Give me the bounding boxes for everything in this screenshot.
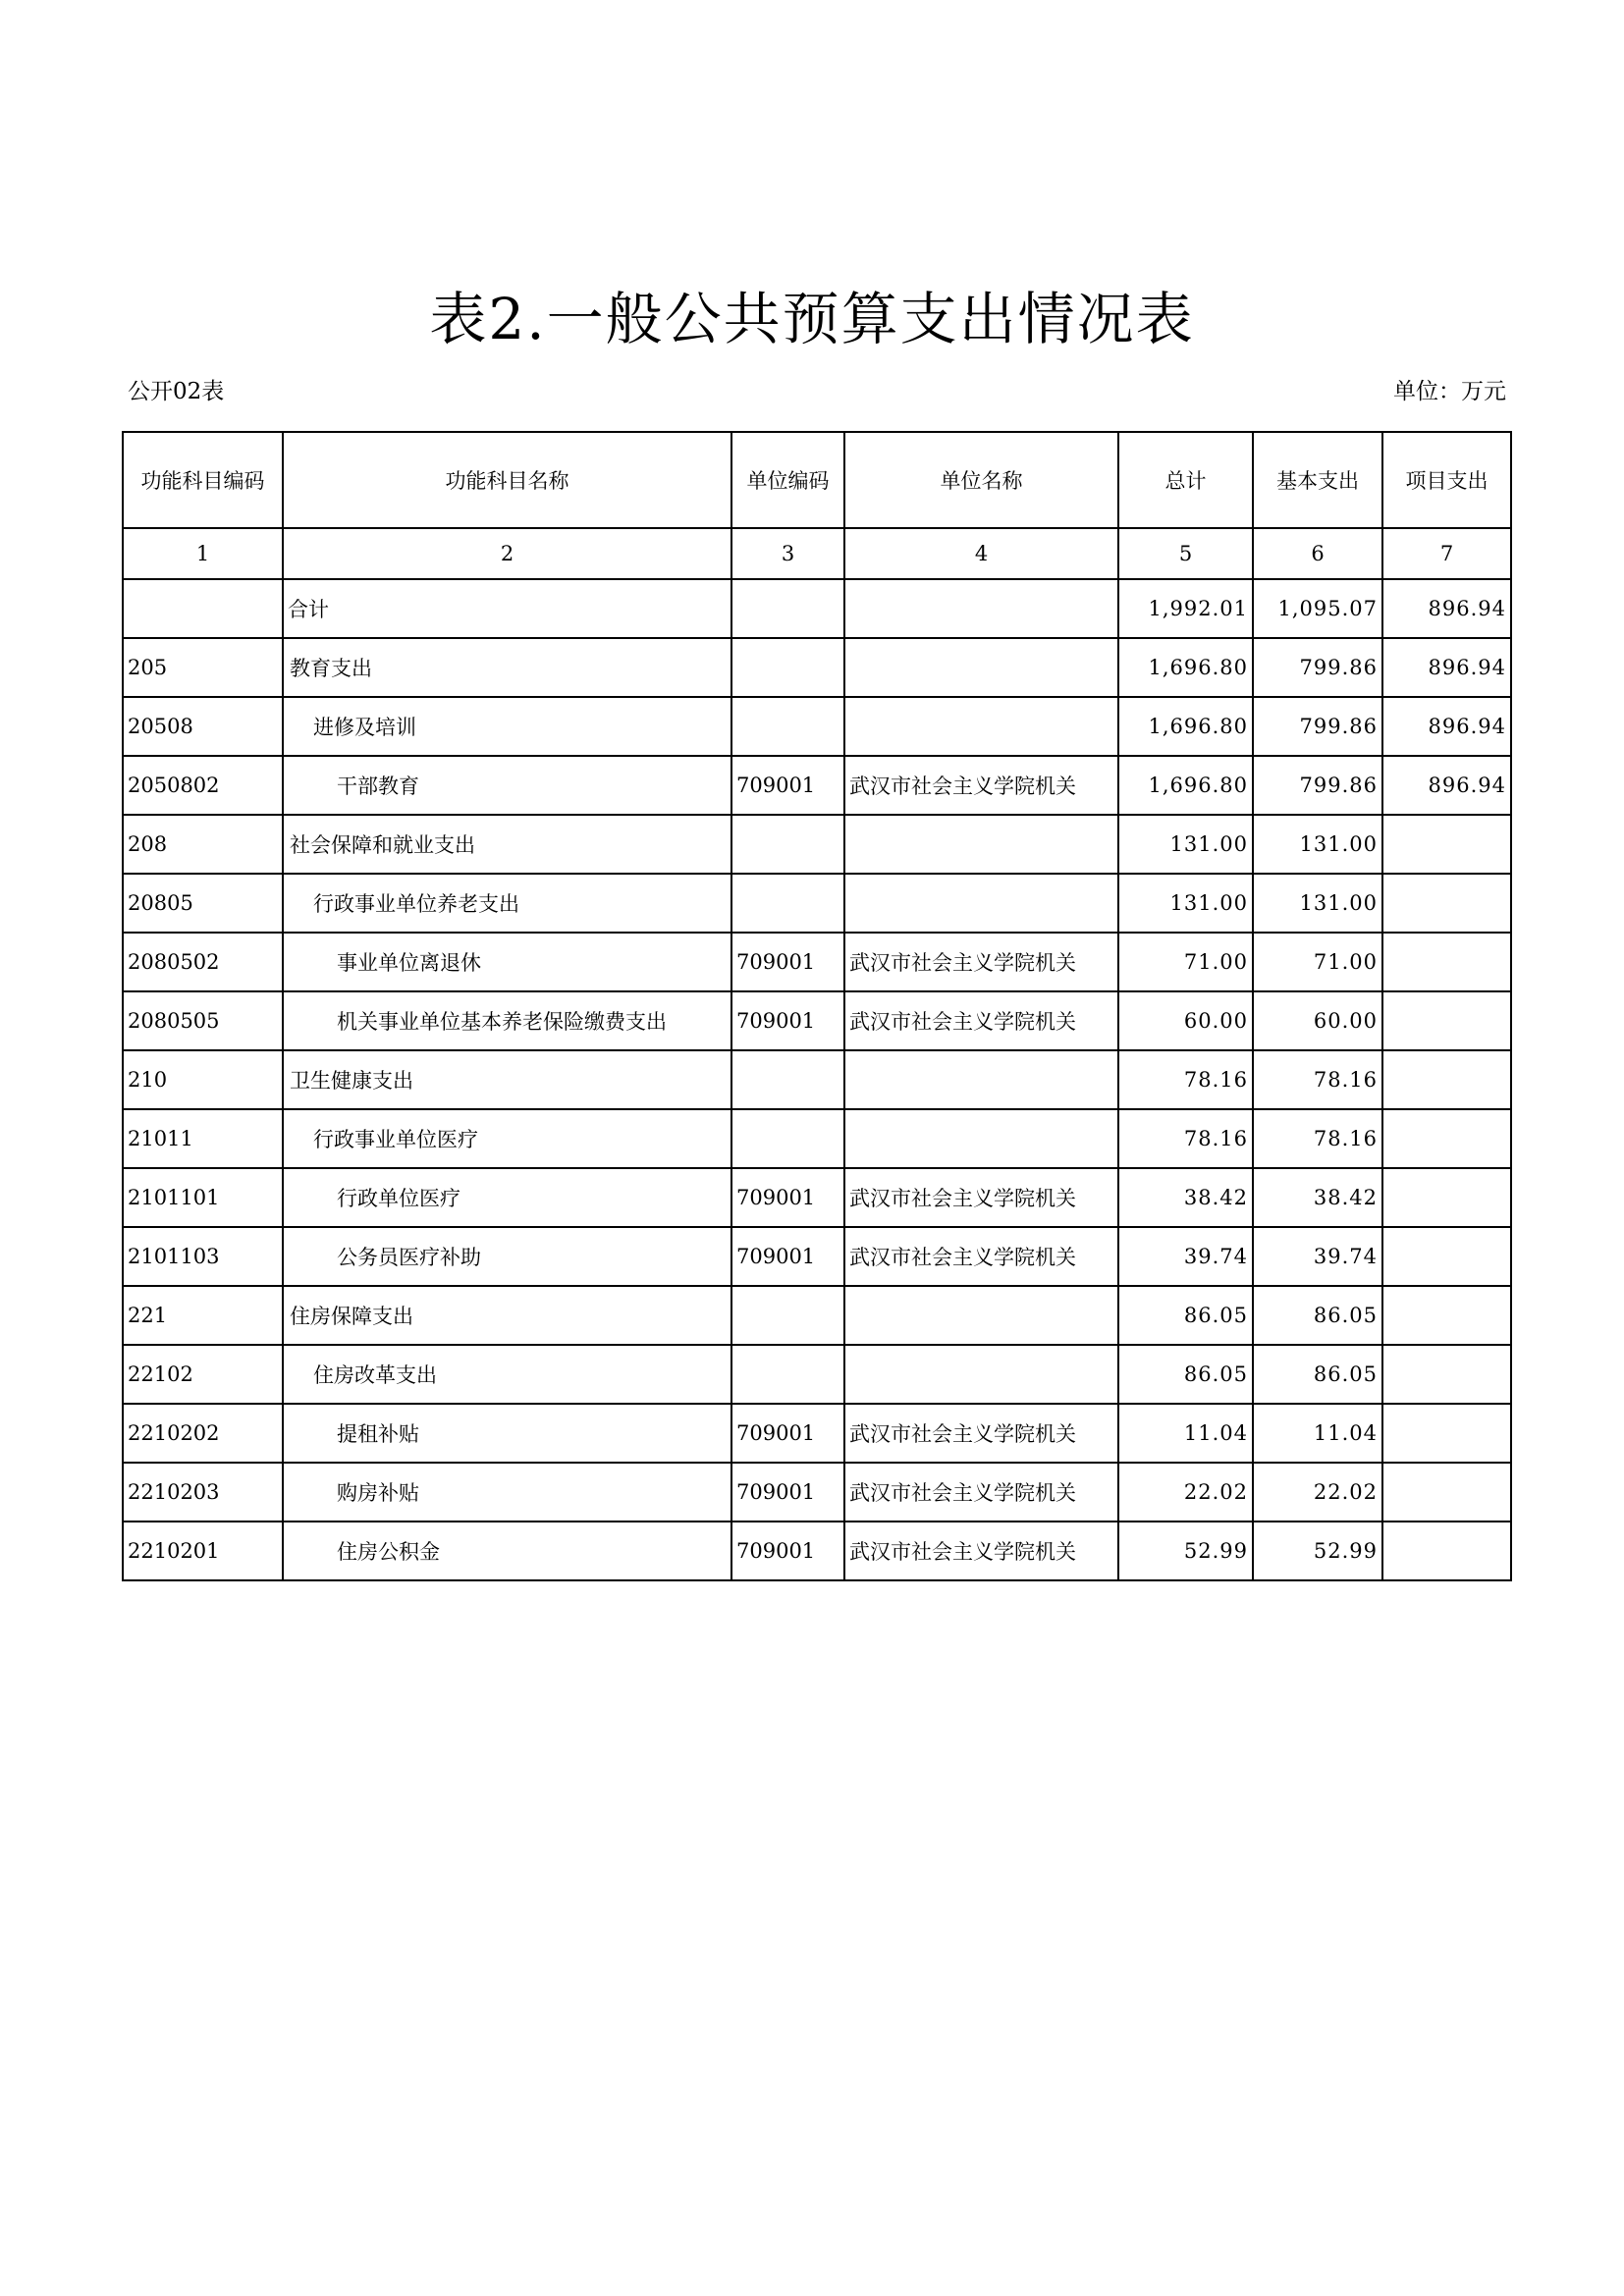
header-func-code: 功能科目编码 — [123, 432, 283, 528]
project-cell — [1382, 1109, 1511, 1168]
header-basic: 基本支出 — [1253, 432, 1382, 528]
project-cell — [1382, 1050, 1511, 1109]
sheet-number: 公开02表 — [128, 379, 225, 404]
table-row — [123, 579, 1511, 638]
function-name-cell: 行政事业单位医疗 — [283, 1109, 731, 1168]
unit-code-cell — [731, 638, 844, 697]
unit-code-cell: 709001 — [731, 1404, 844, 1463]
column-index: 6 — [1253, 528, 1382, 579]
function-name-cell: 行政单位医疗 — [283, 1168, 731, 1227]
unit-code-cell: 709001 — [731, 933, 844, 991]
table-row — [123, 697, 1511, 756]
project-cell: 896.94 — [1382, 579, 1511, 638]
function-code-cell: 205 — [123, 638, 283, 697]
function-code-cell — [123, 579, 283, 638]
function-code-cell: 20805 — [123, 874, 283, 933]
unit-name-cell: 武汉市社会主义学院机关 — [844, 1404, 1118, 1463]
total-cell: 1,696.80 — [1118, 756, 1253, 815]
unit-name-cell — [844, 1109, 1118, 1168]
unit-name-cell: 武汉市社会主义学院机关 — [844, 1227, 1118, 1286]
project-cell: 896.94 — [1382, 697, 1511, 756]
total-cell: 60.00 — [1118, 991, 1253, 1050]
table-row — [123, 1109, 1511, 1168]
project-cell — [1382, 1522, 1511, 1580]
function-code-cell: 2210203 — [123, 1463, 283, 1522]
project-cell: 896.94 — [1382, 638, 1511, 697]
column-index: 1 — [123, 528, 283, 579]
total-cell: 131.00 — [1118, 874, 1253, 933]
unit-code-cell — [731, 1286, 844, 1345]
basic-cell: 799.86 — [1253, 697, 1382, 756]
total-cell: 131.00 — [1118, 815, 1253, 874]
header-unit-code: 单位编码 — [731, 432, 844, 528]
function-name-cell: 住房改革支出 — [283, 1345, 731, 1404]
column-index: 2 — [283, 528, 731, 579]
unit-code-cell: 709001 — [731, 1522, 844, 1580]
basic-cell: 38.42 — [1253, 1168, 1382, 1227]
column-index: 4 — [844, 528, 1118, 579]
function-name-cell: 住房公积金 — [283, 1522, 731, 1580]
function-name-cell: 合计 — [283, 579, 731, 638]
table-row — [123, 1463, 1511, 1522]
basic-cell: 22.02 — [1253, 1463, 1382, 1522]
function-name-cell: 购房补贴 — [283, 1463, 731, 1522]
column-index: 5 — [1118, 528, 1253, 579]
function-code-cell: 22102 — [123, 1345, 283, 1404]
table-row — [123, 1404, 1511, 1463]
table-row — [123, 1050, 1511, 1109]
function-code-cell: 20508 — [123, 697, 283, 756]
function-name-cell: 住房保障支出 — [283, 1286, 731, 1345]
table-row — [123, 874, 1511, 933]
project-cell: 896.94 — [1382, 756, 1511, 815]
table-row — [123, 1345, 1511, 1404]
budget-table — [122, 431, 1512, 1581]
total-cell: 86.05 — [1118, 1286, 1253, 1345]
column-index-row — [123, 528, 1511, 579]
table-row — [123, 638, 1511, 697]
project-cell — [1382, 1345, 1511, 1404]
header-unit-name: 单位名称 — [844, 432, 1118, 528]
unit-name-cell — [844, 1286, 1118, 1345]
function-name-cell: 公务员医疗补助 — [283, 1227, 731, 1286]
unit-name-cell — [844, 638, 1118, 697]
header-func-name: 功能科目名称 — [283, 432, 731, 528]
unit-name-cell — [844, 815, 1118, 874]
project-cell — [1382, 1168, 1511, 1227]
basic-cell: 1,095.07 — [1253, 579, 1382, 638]
unit-name-cell — [844, 697, 1118, 756]
total-cell: 1,696.80 — [1118, 697, 1253, 756]
project-cell — [1382, 991, 1511, 1050]
page-title: 表2.一般公共预算支出情况表 — [429, 286, 1195, 352]
total-cell: 52.99 — [1118, 1522, 1253, 1580]
function-name-cell: 进修及培训 — [283, 697, 731, 756]
unit-name-cell: 武汉市社会主义学院机关 — [844, 1463, 1118, 1522]
function-code-cell: 2101101 — [123, 1168, 283, 1227]
unit-name-cell: 武汉市社会主义学院机关 — [844, 933, 1118, 991]
column-index: 3 — [731, 528, 844, 579]
unit-name-cell — [844, 1345, 1118, 1404]
header-project: 项目支出 — [1382, 432, 1511, 528]
unit-name-cell — [844, 579, 1118, 638]
function-code-cell: 2210201 — [123, 1522, 283, 1580]
total-cell: 38.42 — [1118, 1168, 1253, 1227]
unit-code-cell — [731, 874, 844, 933]
project-cell — [1382, 1227, 1511, 1286]
table-row — [123, 1286, 1511, 1345]
function-code-cell: 2080505 — [123, 991, 283, 1050]
table-row — [123, 1168, 1511, 1227]
header-row — [123, 432, 1511, 528]
project-cell — [1382, 1463, 1511, 1522]
function-code-cell: 2210202 — [123, 1404, 283, 1463]
unit-name-cell: 武汉市社会主义学院机关 — [844, 1168, 1118, 1227]
basic-cell: 799.86 — [1253, 756, 1382, 815]
function-code-cell: 210 — [123, 1050, 283, 1109]
function-name-cell: 提租补贴 — [283, 1404, 731, 1463]
unit-code-cell: 709001 — [731, 991, 844, 1050]
table-row — [123, 756, 1511, 815]
basic-cell: 799.86 — [1253, 638, 1382, 697]
total-cell: 39.74 — [1118, 1227, 1253, 1286]
basic-cell: 71.00 — [1253, 933, 1382, 991]
header-total: 总计 — [1118, 432, 1253, 528]
unit-name-cell: 武汉市社会主义学院机关 — [844, 1522, 1118, 1580]
function-name-cell: 社会保障和就业支出 — [283, 815, 731, 874]
basic-cell: 60.00 — [1253, 991, 1382, 1050]
unit-label: 单位：万元 — [1393, 379, 1506, 404]
function-code-cell: 208 — [123, 815, 283, 874]
total-cell: 11.04 — [1118, 1404, 1253, 1463]
function-code-cell: 21011 — [123, 1109, 283, 1168]
function-code-cell: 2080502 — [123, 933, 283, 991]
function-name-cell: 干部教育 — [283, 756, 731, 815]
function-code-cell: 2101103 — [123, 1227, 283, 1286]
total-cell: 86.05 — [1118, 1345, 1253, 1404]
function-name-cell: 事业单位离退休 — [283, 933, 731, 991]
basic-cell: 86.05 — [1253, 1345, 1382, 1404]
unit-name-cell — [844, 1050, 1118, 1109]
function-name-cell: 卫生健康支出 — [283, 1050, 731, 1109]
basic-cell: 39.74 — [1253, 1227, 1382, 1286]
basic-cell: 11.04 — [1253, 1404, 1382, 1463]
function-name-cell: 行政事业单位养老支出 — [283, 874, 731, 933]
total-cell: 1,696.80 — [1118, 638, 1253, 697]
budget-table-body — [123, 579, 1511, 1580]
basic-cell: 78.16 — [1253, 1109, 1382, 1168]
basic-cell: 78.16 — [1253, 1050, 1382, 1109]
function-name-cell: 教育支出 — [283, 638, 731, 697]
total-cell: 22.02 — [1118, 1463, 1253, 1522]
unit-code-cell: 709001 — [731, 1227, 844, 1286]
table-row — [123, 815, 1511, 874]
unit-code-cell — [731, 579, 844, 638]
basic-cell: 86.05 — [1253, 1286, 1382, 1345]
basic-cell: 131.00 — [1253, 815, 1382, 874]
total-cell: 78.16 — [1118, 1050, 1253, 1109]
unit-code-cell — [731, 815, 844, 874]
column-index: 7 — [1382, 528, 1511, 579]
project-cell — [1382, 1404, 1511, 1463]
total-cell: 1,992.01 — [1118, 579, 1253, 638]
project-cell — [1382, 933, 1511, 991]
total-cell: 71.00 — [1118, 933, 1253, 991]
project-cell — [1382, 874, 1511, 933]
table-row — [123, 991, 1511, 1050]
unit-code-cell: 709001 — [731, 1168, 844, 1227]
unit-code-cell: 709001 — [731, 1463, 844, 1522]
project-cell — [1382, 815, 1511, 874]
unit-name-cell: 武汉市社会主义学院机关 — [844, 991, 1118, 1050]
project-cell — [1382, 1286, 1511, 1345]
basic-cell: 131.00 — [1253, 874, 1382, 933]
total-cell: 78.16 — [1118, 1109, 1253, 1168]
unit-code-cell — [731, 1345, 844, 1404]
table-row — [123, 1522, 1511, 1580]
table-row — [123, 1227, 1511, 1286]
unit-code-cell — [731, 697, 844, 756]
table-row — [123, 933, 1511, 991]
unit-code-cell: 709001 — [731, 756, 844, 815]
unit-name-cell — [844, 874, 1118, 933]
unit-code-cell — [731, 1050, 844, 1109]
unit-code-cell — [731, 1109, 844, 1168]
basic-cell: 52.99 — [1253, 1522, 1382, 1580]
function-code-cell: 221 — [123, 1286, 283, 1345]
function-name-cell: 机关事业单位基本养老保险缴费支出 — [283, 991, 731, 1050]
unit-name-cell: 武汉市社会主义学院机关 — [844, 756, 1118, 815]
function-code-cell: 2050802 — [123, 756, 283, 815]
